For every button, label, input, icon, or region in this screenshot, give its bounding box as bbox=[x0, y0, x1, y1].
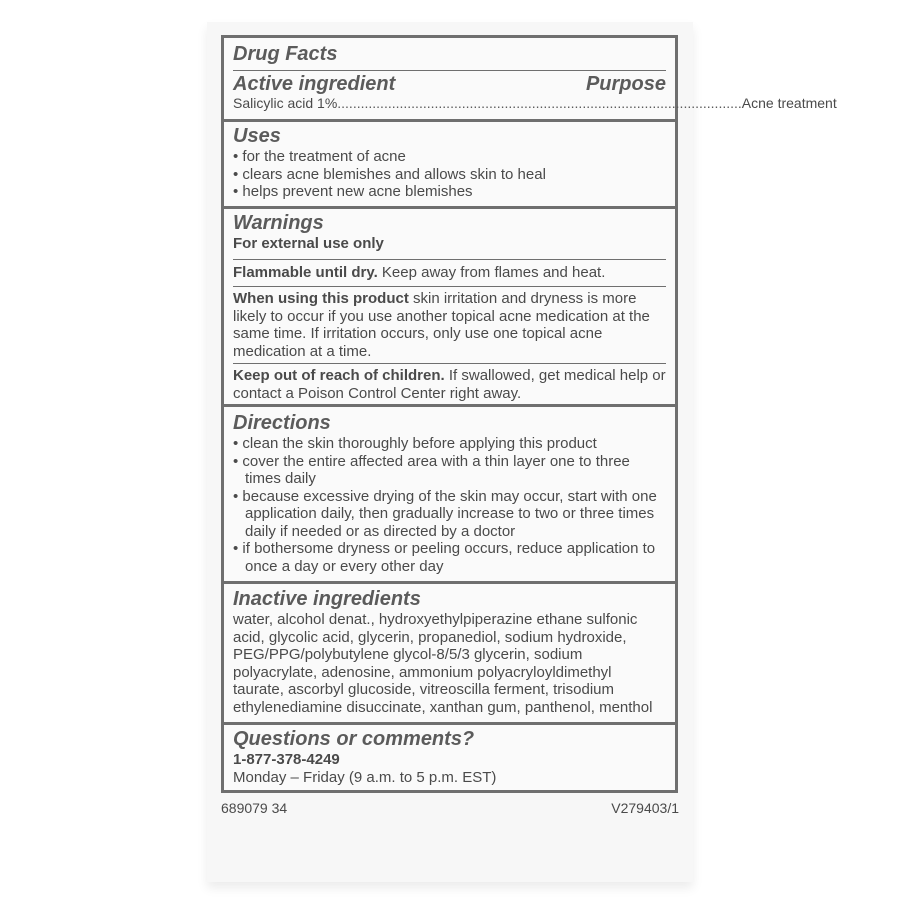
warnings-heading: Warnings bbox=[233, 212, 324, 234]
drug-facts-header bbox=[224, 42, 675, 66]
footer-code-left: 689079 34 bbox=[221, 800, 288, 816]
footer-code-right: V279403/1 bbox=[611, 800, 679, 816]
keep-out-bold: Keep out of reach of children. bbox=[233, 367, 445, 384]
active-ingredient-row bbox=[233, 95, 837, 112]
when-using-text: skin irritation and dryness is more likely to occur if you use another topical acne medication at the same time. If irritation occurs, only use one topical acne medication at a time. bbox=[233, 290, 650, 360]
questions-section bbox=[224, 727, 675, 786]
warning-divider bbox=[233, 259, 666, 260]
phone-number: 1-877-378-4249 bbox=[233, 751, 340, 768]
title-divider bbox=[233, 70, 666, 71]
list-item: • for the treatment of acne bbox=[233, 148, 666, 166]
active-ingredient-purpose: Acne treatment bbox=[741, 95, 837, 111]
directions-heading: Directions bbox=[233, 412, 331, 434]
drug-facts-title: Drug Facts bbox=[233, 43, 338, 65]
inactive-ingredients-heading: Inactive ingredients bbox=[233, 588, 421, 610]
list-item: • clean the skin thoroughly before applying this product bbox=[233, 435, 666, 453]
dot-leader: ........................................................................................................ bbox=[337, 95, 742, 111]
section-divider bbox=[224, 722, 675, 725]
active-ingredient-section bbox=[224, 73, 837, 112]
questions-heading: Questions or comments? bbox=[233, 728, 475, 750]
flammable-text: Keep away from flames and heat. bbox=[377, 264, 606, 281]
inactive-ingredients-text: water, alcohol denat., hydroxyethylpiperazine ethane sulfonic acid, glycolic acid, glycerin, propanediol, sodium hydroxide, PEG/PPG/polybutylene glycol-8/5/3 glycerin, sodium polyacrylate, adenosine, ammonium polyacryloyldimethyl taurate, ascorbyl glucoside, vitreoscilla ferment, trisodium ethylenediamine disuccinate, xanthan gum, panthenol, menthol bbox=[233, 611, 653, 716]
warning-divider bbox=[233, 286, 666, 287]
warning-divider bbox=[233, 363, 666, 364]
when-using-warning bbox=[224, 290, 675, 360]
section-divider bbox=[224, 119, 675, 122]
inactive-ingredients-section bbox=[224, 587, 675, 716]
warnings-section bbox=[224, 211, 675, 253]
flammable-warning bbox=[224, 264, 675, 282]
list-item: • cover the entire affected area with a thin layer one to three times daily bbox=[233, 453, 666, 488]
directions-section bbox=[224, 411, 675, 575]
purpose-heading: Purpose bbox=[585, 73, 666, 95]
when-using-bold: When using this product bbox=[233, 290, 409, 307]
list-item: • because excessive drying of the skin may occur, start with one application daily, then gradually increase to two or three times daily if needed or as directed by a doctor bbox=[233, 488, 666, 541]
section-divider bbox=[224, 581, 675, 584]
keep-out-warning bbox=[224, 367, 675, 402]
active-ingredient-name: Salicylic acid 1% bbox=[233, 95, 338, 111]
flammable-bold: Flammable until dry. bbox=[233, 264, 378, 281]
list-item: • helps prevent new acne blemishes bbox=[233, 183, 666, 201]
keep-out-text: If swallowed, get medical help or contact a Poison Control Center right away. bbox=[233, 367, 666, 402]
contact-hours: Monday – Friday (9 a.m. to 5 p.m. EST) bbox=[233, 768, 497, 786]
external-use-warning: For external use only bbox=[233, 235, 384, 252]
section-divider bbox=[224, 206, 675, 209]
uses-section bbox=[224, 124, 675, 201]
uses-list bbox=[233, 148, 666, 201]
drug-facts-panel bbox=[221, 35, 837, 793]
list-item: • clears acne blemishes and allows skin to heal bbox=[233, 166, 666, 184]
uses-heading: Uses bbox=[233, 125, 281, 147]
active-ingredient-heading: Active ingredient bbox=[233, 73, 396, 95]
section-divider bbox=[224, 404, 675, 407]
list-item: • if bothersome dryness or peeling occurs, reduce application to once a day or every other day bbox=[233, 540, 666, 575]
directions-list bbox=[233, 435, 666, 575]
